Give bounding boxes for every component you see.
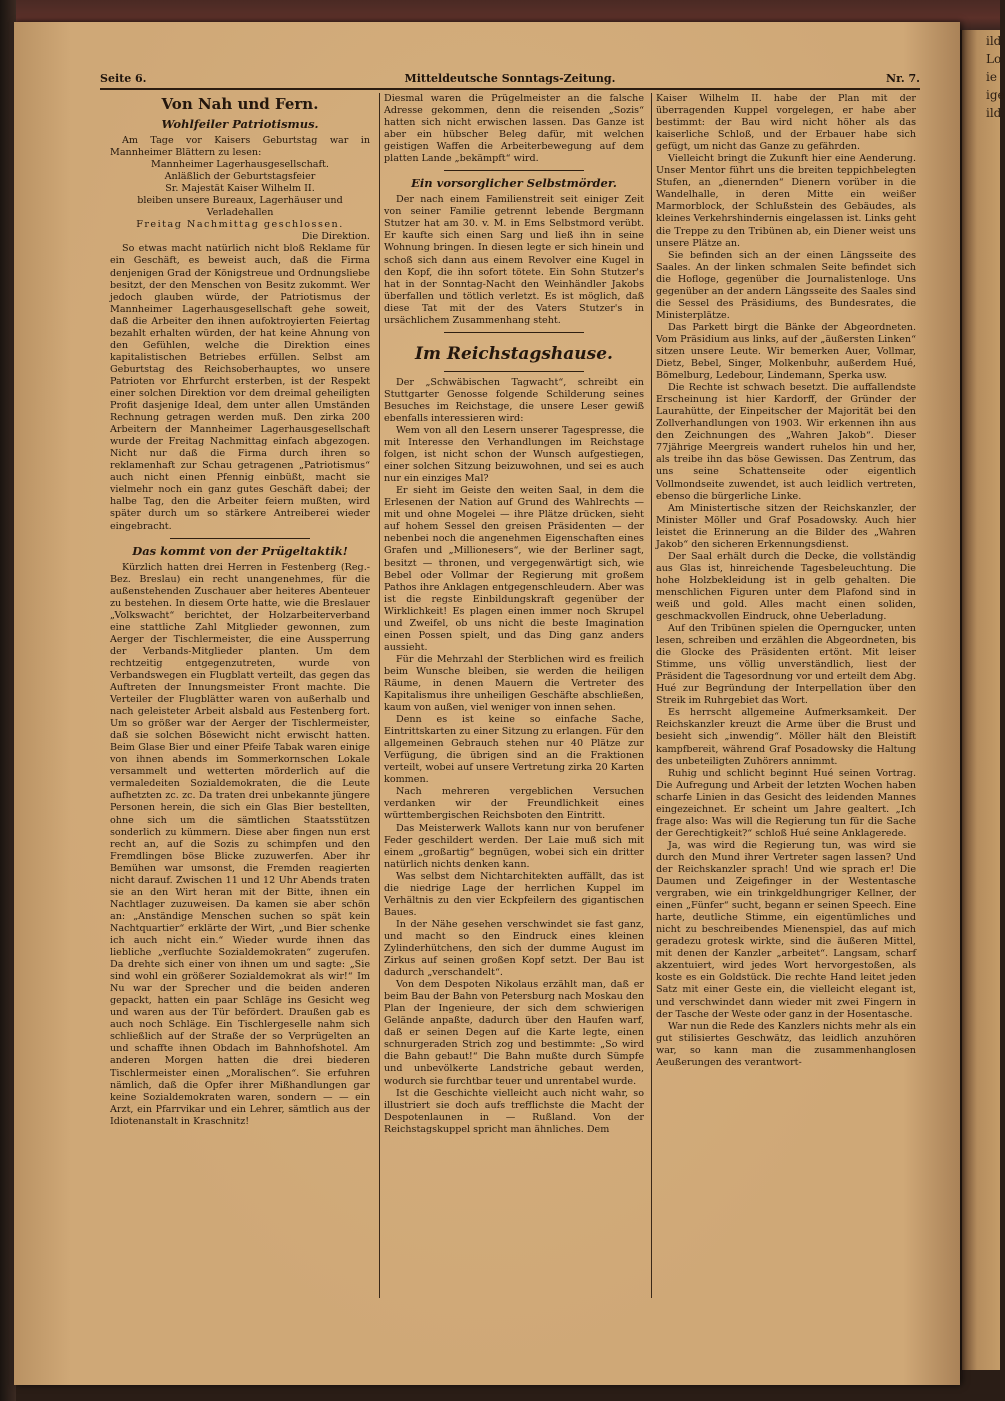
article-title: Im Reichstagshause. xyxy=(415,343,613,364)
adjacent-fragment: ild xyxy=(986,106,1002,120)
page-number: Seite 6. xyxy=(100,72,147,85)
paragraph: Denn es ist keine so einfache Sache, Eintrittskarten zu einer Sitzung zu erlangen. Für den allgemeinen Gebrauch stehen nur 40 Plätze zur Verfügung, die übrigen sind an die Fraktionen verteilt, wobei auf unsere Vertretung zirka 20 Karten kommen. xyxy=(384,714,644,786)
paragraph: In der Nähe gesehen verschwindet sie fast ganz, und macht so den Eindruck eines kleinen Zylinderhütchens, den sich der dumme August im Zirkus auf seinen großen Kopf setzt. Der Bau ist dadurch „verschandelt“. xyxy=(384,918,644,979)
divider xyxy=(444,332,584,333)
divider xyxy=(170,538,310,539)
paragraph: Nach mehreren vergeblichen Versuchen verdanken wir der Freundlichkeit eines württembergischen Reichsboten den Eintritt. xyxy=(384,786,644,822)
paragraph: Ruhig und schlicht beginnt Hué seinen Vortrag. Die Aufregung und Arbeit der letzten Wochen haben scharfe Linien in das Gesicht des leidenden Mannes eingezeichnet. Er scheint um Jahre gealtert. „Ich frage also: Was will die Regierung tun für die Sache der Gerechtigkeit?“ schloß Hué seine Anklagerede. xyxy=(656,767,916,839)
paragraph: Am Ministertische sitzen der Reichskanzler, der Minister Möller und Graf Posadowsky. Auch hier leistet die Erinnerung an die Bilder des „Wahren Jakob“ den sicheren Erkennungsdienst. xyxy=(656,502,916,550)
paragraph: Am Tage vor Kaisers Geburtstag war in Mannheimer Blättern zu lesen: xyxy=(110,135,370,159)
paragraph: Kaiser Wilhelm II. habe der Plan mit der überragenden Kuppel vorgelegen, er habe aber bestimmt: der Bau wird nicht höher als das kaiserliche Schloß, und der Erbauer habe sich gefügt, um nicht das Ganze zu gefährden. xyxy=(656,93,916,153)
column-divider xyxy=(379,93,380,1298)
paragraph: Vielleicht bringt die Zukunft hier eine Aenderung. Unser Mentor führt uns die breiten teppichbelegten Stufen, an „dienernden“ Dienern vorüber in die Wandelhalle, in deren Mitte ein weißer Marmorblock, der Schlußstein des Gebäudes, als kleines Verkehrshindernis eingelassen ist. Links geht die Treppe zu den Tribünen ab, ein Diener weist uns unsere Plätze an. xyxy=(656,153,916,249)
column-1 xyxy=(110,93,370,1279)
article-title: Ein vorsorglicher Selbstmörder. xyxy=(411,176,617,191)
paragraph: Es herrscht allgemeine Aufmerksamkeit. Der Reichskanzler kreuzt die Arme über die Brust und besieht sich „inwendig“. Möller hält den Bleistift kampfbereit, während Graf Posadowsky die Haltung des unbeteiligten Zuhörers annimmt. xyxy=(656,707,916,767)
paragraph: Der „Schwäbischen Tagwacht“, schreibt ein Stuttgarter Genosse folgende Schilderung seines Besuches im Reichstage, die unsere Leser gewiß ebenfalls interessieren wird: xyxy=(384,376,644,424)
notice-signature: Die Direktion. xyxy=(301,231,370,243)
header-rule xyxy=(100,88,920,90)
notice-line: bleiben unsere Bureaux, Lagerhäuser und Verladehallen xyxy=(137,195,343,219)
paragraph: Von dem Despoten Nikolaus erzählt man, daß er beim Bau der Bahn von Petersburg nach Moskau den Plan der Ingenieure, der sich dem schwierigen Gelände anpaßte, dadurch über den Haufen warf, daß er seinen Degen auf die Karte legte, einen schnurgeraden Strich zog und bestimmte: „So wird die Bahn gebaut!“ Die Bahn mußte durch Sümpfe und unbevölkerte Landstriche gebaut werden, wodurch sie furchtbar teuer und unrentabel wurde. xyxy=(384,979,644,1087)
adjacent-fragment: ige xyxy=(986,88,1005,102)
divider xyxy=(444,170,584,171)
paragraph: Für die Mehrzahl der Sterblichen wird es freilich beim Wunsche bleiben, sie werden die heiligen Räume, in denen Mauern die Vertreter des Kapitalismus ihre unheiligen Geschäfte abschließen, kaum von außen, viel weniger von innen sehen. xyxy=(384,653,644,714)
paragraph: Er sieht im Geiste den weiten Saal, in dem die Erlesenen der Nation auf Grund des Wahlrechts — mit und ohne Mogelei — ihre Plätze drücken, sieht auf hohem Sessel den greisen Präsidenten — der nebenbei noch die angenehmen Eigenschaften eines Grafen und „Millionesers“, wie der Berliner sagt, besitzt — thronen, und vergegenwärtigt sich, wie Bebel oder Vollmar der Regierung mit großem Pathos ihre Anklagen entgegenschleudern. Aber was ist die regste Einbildungskraft gegenüber der Wirklichkeit! Es plagen einen immer noch Skrupel und Zweifel, ob uns nicht die beste Imagination einen Possen spielt, und das Ding ganz anders aussieht. xyxy=(384,485,644,653)
paragraph: So etwas macht natürlich nicht bloß Reklame für ein Geschäft, es beweist auch, daß die Firma denjenigen Grad der Königstreue und Ordnungsliebe besitzt, der den Menschen von Besitz zukommt. Wer jedoch glauben würde, der Patriotismus der Mannheimer Lagerhausgesellschaft gehe soweit, daß die Arbeiter den ihnen aufoktroyierten Feiertag bezahlt erhalten würden, der hat keine Ahnung von den Gefühlen, welche die Direktion eines kapitalistischen Betriebes erfüllen. Selbst am Geburtstag des Reichsoberhauptes, wo unsere Patrioten vor Ehrfurcht ersterben, ist der Respekt einer solchen Direktion vor dem dreimal geheiligten Profit dasjenige Ideal, dem unter allen Umständen Rechnung getragen werden muß. Den zirka 200 Arbeitern der Mannheimer Lagerhausgesellschaft wurde der Freitag Nachmittag einfach abgezogen. Nicht nur daß die Firma durch ihren so reklamenhaft zur Schau getragenen „Patriotismus“ auch nicht einen Pfennig einbüßt, macht sie vielmehr noch ein ganz gutes Geschäft dabei; der halbe Tag, den die Arbeiter feiern mußten, wird später durch um so stärkere Antreiberei wieder eingebracht. xyxy=(110,243,370,532)
paragraph: Die Rechte ist schwach besetzt. Die auffallendste Erscheinung ist hier Kardorff, der Gründer der Laurahütte, der Einpeitscher der Majorität bei den Zollverhandlungen von 1903. Wir erkennen ihn aus den Zeichnungen des „Wahren Jakob“. Dieser 77jährige Meergreis wandert ruhelos hin und her, als treibe ihn das böse Gewissen. Das Zentrum, das uns seine Schattenseite oder eigentlich Vollmondseite zuwendet, ist auch leidlich vertreten, ebenso die bürgerliche Linke. xyxy=(656,382,916,502)
paragraph: War nun die Rede des Kanzlers nichts mehr als ein gut stilisiertes Geschwätz, das leidlich anzuhören war, so kann man die zusammenhanglosen Aeußerungen des verantwort- xyxy=(656,1020,916,1068)
column-2 xyxy=(384,93,644,1298)
column-3 xyxy=(656,93,916,1298)
paragraph: Ist die Geschichte vielleicht auch nicht wahr, so illustriert sie doch aufs trefflichste die Macht der Despotenlaunen in — Rußland. Von der Reichstagskuppel spricht man ähnliches. Dem xyxy=(384,1087,644,1135)
adjacent-fragment: Lo xyxy=(986,52,1002,66)
notice-line: Mannheimer Lagerhausgesellschaft. xyxy=(151,159,329,171)
newspaper-title: Mitteldeutsche Sonntags-Zeitung. xyxy=(404,72,616,85)
article-title: Wohlfeiler Patriotismus. xyxy=(161,117,319,131)
adjacent-page-edge xyxy=(962,30,1005,1370)
notice-line: Anläßlich der Geburtstagsfeier xyxy=(164,171,316,183)
paragraph: Auf den Tribünen spielen die Operngucker, unten lesen, schreiben und erzählen die Abgeordneten, bis die Glocke des Präsidenten ertönt. Mit leiser Stimme, uns völlig unverständlich, liest der Präsident die Tagesordnung vor und erteilt dem Abg. Hué zur Begründung der Interpellation über den Streik im Ruhrgebiet das Wort. xyxy=(656,623,916,707)
paragraph: Ja, was wird die Regierung tun, was wird sie durch den Mund ihrer Vertreter sagen lassen? Und der Reichskanzler sprach! Und wie sprach er! Die Daumen und Zeigefinger in der Westentasche vergraben, wie ein trinkgeldhungriger Kellner, der einen „Fünfer“ sucht, begann er seinen Speech. Eine harte, deutliche Stimme, ein eigentümliches und nicht zu beschreibendes Mienenspiel, das auf mich geradezu grotesk wirkte, sind die äußeren Mittel, mit denen der Kanzler „arbeitet“. Langsam, scharf akzentuiert, wird jedes Wort hervorgestoßen, als koste es ein Goldstück. Die rechte Hand leitet jeden Satz mit einer Geste ein, die vielleicht elegant ist, und verschwindet dann wieder mit zwei Fingern in der Tasche der Weste oder ganz in der Hosentasche. xyxy=(656,839,916,1020)
paragraph: Kürzlich hatten drei Herren in Festenberg (Reg.-Bez. Breslau) ein recht unangenehmes, für die außenstehenden Zuschauer aber heiteres Abenteuer zu bestehen. In diesem Orte hatte, wie die Breslauer „Volkswacht“ berichtet, der Holzarbeiterverband eine stattliche Zahl Mitglieder gewonnen, zum Aerger der Tischlermeister, die eine Aussperrung der Verbands-Mitglieder planten. Um dem rechtzeitig entgegenzutreten, wurde von Verbandswegen ein Flugblatt verteilt, das gegen das Auftreten der Innungsmeister Front machte. Die Verteiler der Flugblätter waren von außerhalb und nach geleisteter Arbeit alsbald aus Festenberg fort. Um so größer war der Aerger der Tischlermeister, daß sie solchen Bösewicht nicht erwischt hatten. Beim Glase Bier und einer Pfeife Tabak waren einige von ihnen abends im Sommerkornschen Lokale versammelt und wetterten mörderlich auf die vermaledeiten Sozialdemokraten, die die Leute aufhetzten zc. zc. Da traten drei unbekannte jüngere Personen herein, die sich ein Glas Bier bestellten, ohne sich um die sämtlichen Staatsstützen sonderlich zu kümmern. Diese aber fingen nun erst recht an, auf die Sozis zu schimpfen und den Fremdlingen böse Blicke zuzuwerfen. Aber ihr Bemühen war umsonst, die Fremden reagierten nicht darauf. Zwischen 11 und 12 Uhr Abends traten sie an den Wirt heran mit der Bitte, ihnen ein Nachtlager zuzuweisen. Da kamen sie aber schön an: „Anständige Menschen suchen so spät kein Nachtquartier“ erklärte der Wirt, „und Bier schenke ich auch nicht ein.“ Wieder wurde ihnen das liebliche „verfluchte Sozialdemokraten“ zugerufen. Da drehte sich einer von ihnen um und sagte: „Sie sind wohl ein größerer Sozialdemokrat als wir!“ Im Nu war der Sprecher und die beiden anderen gepackt, hatten ein paar Schläge ins Gesicht weg und waren aus der Tür befördert. Draußen gab es auch noch Schläge. Ein Tischlergeselle nahm sich schließlich auf der Straße der so Verprügelten an und schaffte ihnen Obdach im Bahnhofshotel. Am anderen Morgen hatten die drei biederen Tischlermeister einen „Moralischen“. Sie erfuhren nämlich, daß die Opfer ihrer Mißhandlungen gar keine Sozialdemokraten waren, sondern — — ein Arzt, ein Pfarrvikar und ein Lehrer, sämtlich aus der Idiotenanstalt in Kraschnitz! xyxy=(110,561,370,1127)
paragraph: Das Meisterwerk Wallots kann nur von berufener Feder geschildert werden. Der Laie muß sich mit einem „großartig“ begnügen, wobei sich ein dritter natürlich nichts denken kann. xyxy=(384,822,644,870)
article-title: Das kommt von der Prügeltaktik! xyxy=(132,543,348,558)
notice-line: Freitag Nachmittag geschlossen. xyxy=(136,219,344,231)
paragraph: Der Saal erhält durch die Decke, die vollständig aus Glas ist, hinreichende Tagesbeleuchtung. Die hohe Holzbekleidung ist in gelb gehalten. Die menschlichen Figuren unter dem Plafond sind in weiß und gold. Alles macht einen soliden, geschmackvollen Eindruck, ohne Ueberladung. xyxy=(656,550,916,623)
section-title: Von Nah und Fern. xyxy=(161,95,319,113)
paragraph: Sie befinden sich an der einen Längsseite des Saales. An der linken schmalen Seite befindet sich die Hofloge, gegenüber die Journalistenloge. Uns gegenüber an der andern Längsseite des Saales sind die Sessel des Präsidiums, des Bundesrates, die Ministerplätze. xyxy=(656,249,916,321)
notice-line: Sr. Majestät Kaiser Wilhelm II. xyxy=(165,183,315,195)
paragraph: Was selbst dem Nichtarchitekten auffällt, das ist die niedrige Lage der herrlichen Kuppel im Verhältnis zu den vier Eckpfeilern des gigantischen Baues. xyxy=(384,870,644,918)
divider xyxy=(444,371,584,372)
paragraph: Wem von all den Lesern unserer Tagespresse, die mit Interesse den Verhandlungen im Reichstage folgen, ist nicht schon der Wunsch aufgestiegen, einer solchen Sitzung beizuwohnen, und sei es auch nur ein einziges Mal? xyxy=(384,424,644,485)
adjacent-fragment: ild xyxy=(986,34,1002,48)
paragraph: Das Parkett birgt die Bänke der Abgeordneten. Vom Präsidium aus links, auf der „äußersten Linken“ sitzen unsere Leute. Wir bemerken Auer, Vollmar, Dietz, Bebel, Singer, Molkenbuhr, außerdem Hué, Bömelburg, Ledebour, Lindemann, Sperka usw. xyxy=(656,321,916,382)
adjacent-fragment: ie xyxy=(986,70,997,84)
paragraph: Diesmal waren die Prügelmeister an die falsche Adresse gekommen, denn die reisenden „Sozis“ hatten sich nicht erwischen lassen. Das Ganze ist aber ein hübscher Beleg dafür, mit welchen geistigen Waffen die Arbeiterbewegung auf dem platten Lande „bekämpft“ wird. xyxy=(384,93,644,165)
issue-number: Nr. 7. xyxy=(886,72,920,85)
paragraph: Der nach einem Familienstreit seit einiger Zeit von seiner Familie getrennt lebende Bergmann Stutzer hat am 30. v. M. in Ems Selbstmord verübt. Er kaufte sich einen Sarg und ließ ihn in seine Wohnung bringen. In diesen legte er sich hinein und schoß sich dann aus einem Revolver eine Kugel in den Kopf, die ihn sofort tötete. Ein Sohn Stutzer's hat in der Sonntag-Nacht den Weinhändler Jakobs überfallen und tötlich verletzt. Es ist möglich, daß diese Tat mit der des Vaters Stutzer's in ursächlichem Zusammenhang steht. xyxy=(384,194,644,326)
column-divider xyxy=(651,93,652,1298)
